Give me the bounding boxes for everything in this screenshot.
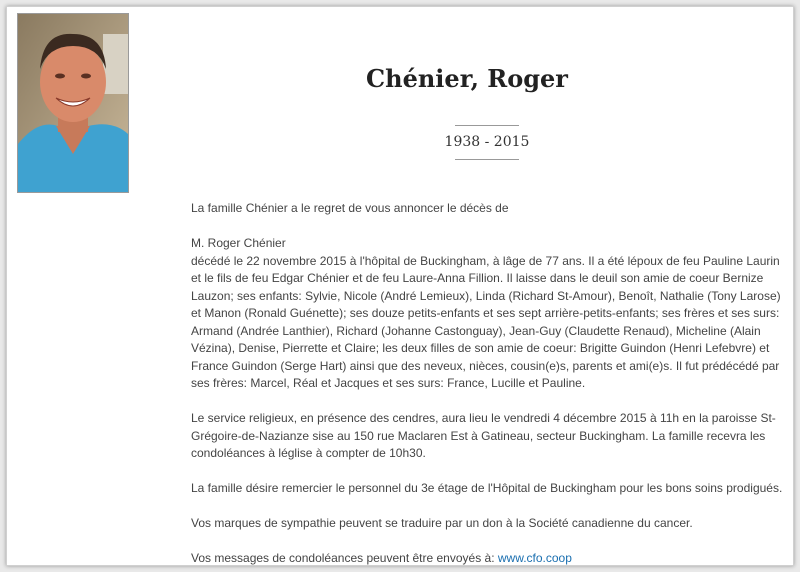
divider-top — [455, 125, 519, 126]
obituary-text — [191, 200, 783, 566]
condolences-link[interactable]: www.cfo.coop — [497, 551, 572, 565]
details-text: décédé le 22 novembre 2015 à l'hôpital de Buckingham, à lâge de 77 ans. Il a été lépoux de feu Pauline Laurin et le fils de feu Edgar Chénier et de feu Laure-Anna Fillion. Il laisse dans le deuil son amie de coeur Bernize Lauzon; ses enfants: Sylvie, Nicole (André Lemieux), Linda (Richard St-Amour), Benoît, Nathalie (Tony Larose) et Manon (Ronald Guénette); ses douze petits-enfants et ses sept arrière-petits-enfants; ses frères et ses surs: Armand (Andrée Lanthier), Richard (Johanne Castonguay), Jean-Guy (Claudette Renaud), Micheline (Alain Vézina), Denise, Pierrette et Claire; les deux filles de son amie de coeur: Brigitte Guindon (Henri Lefebvre) et France Guindon (Serge Hart) ainsi que des neveux, nièces, cousin(e)s, parents et ami(e)s. Il fut prédécédé par ses frères: Marcel, Réal et Jacques et ses surs: France, Lucille et Pauline. — [191, 253, 781, 390]
life-years: 1938 - 2015 — [444, 134, 530, 150]
intro-paragraph: La famille Chénier a le regret de vous annoncer le décès de — [191, 201, 509, 215]
portrait-image — [18, 14, 128, 192]
portrait-photo — [17, 13, 129, 193]
thanks-paragraph: La famille désire remercier le personnel du 3e étage de l'Hôpital de Buckingham pour les bons soins prodigués. — [191, 481, 783, 495]
divider-bottom — [455, 159, 519, 160]
donation-paragraph: Vos marques de sympathie peuvent se traduire par un don à la Société canadienne du cancer. — [191, 516, 693, 530]
messages-prefix: Vos messages de condoléances peuvent être envoyés à: — [191, 551, 498, 565]
service-paragraph: Le service religieux, en présence des cendres, aura lieu le vendredi 4 décembre 2015 à 11h en la paroisse St-Grégoire-de-Nazianze sise au 150 rue Maclaren Est à Gatineau, secteur Buckingham. La famille recevra les condoléances à léglise à compter de 10h30. — [191, 411, 776, 460]
details-paragraph — [191, 235, 783, 393]
deceased-name: Chénier, Roger — [366, 64, 568, 93]
messages-paragraph — [191, 550, 783, 566]
deceased-line: M. Roger Chénier — [191, 236, 286, 250]
obituary-card — [6, 6, 794, 566]
